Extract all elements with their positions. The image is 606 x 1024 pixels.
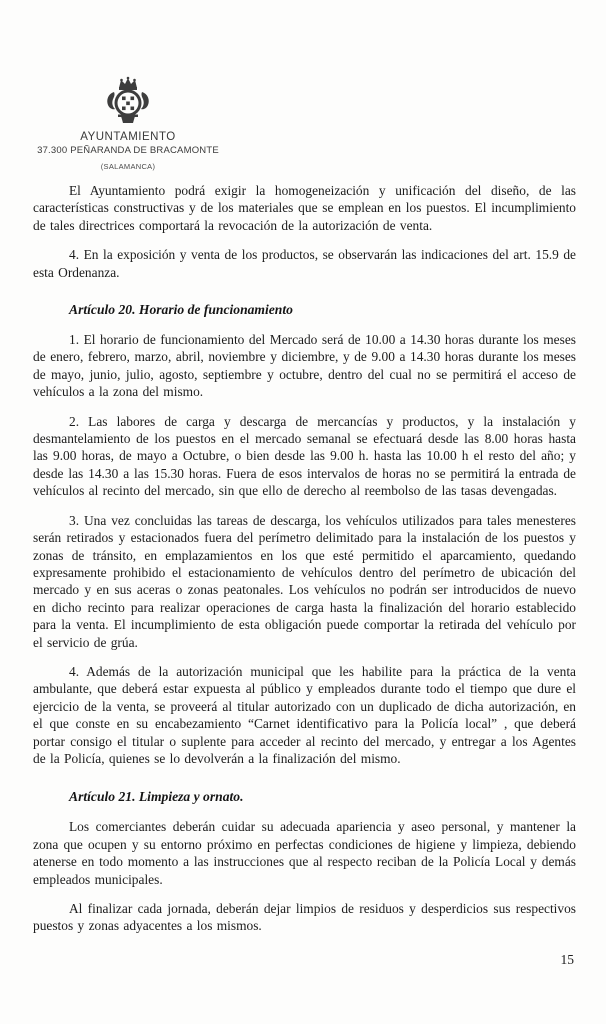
page-number: 15 <box>560 952 574 967</box>
paragraph-20-3-vehicle-parking: 3. Una vez concluidas las tareas de descarga, los vehículos utilizados para tales menesteres serán retirados y estacionados fuera del perímetro delimitado para la instalación de los puestos y zonas de tránsito, en emplazamientos en los que esté permitido el aparcamiento, quedando expresamente prohibido el estacionamiento de vehículos dentro del perímetro de ubicación del mercado y en sus aceras o zonas peatonales. Los vehículos no podrán ser introducidos de nuevo en dicho recinto para realizar operaciones de carga hasta la finalización del horario establecido para la venta. El incumplimiento de esta obligación puede comportar la retirada del vehículo por el servicio de grúa. <box>33 512 576 650</box>
organization-province: (SALAMANCA) <box>100 162 156 171</box>
paragraph-21-1-cleanliness: Los comerciantes deberán cuidar su adecuada apariencia y aseo personal, y mantener la zona que ocupen y su entorno próximo en perfectas condiciones de higiene y limpieza, debiendo atenerse en todo momento a las instrucciones que al respecto reciban de la Policía Local y demás empleados municipales. <box>33 819 576 887</box>
paragraph-20-1-schedule: 1. El horario de funcionamiento del Mercado será de 10.00 a 14.30 horas durante los meses de enero, febrero, marzo, abril, noviembre y diciembre, y de 9.00 a 14.30 horas durante los meses de mayo, junio, julio, agosto, septiembre y octubre, dentro del cual no se permitirá el acceso de vehículos a la zona del mismo. <box>33 332 576 400</box>
document-body <box>33 182 576 947</box>
paragraph-exhibition-sale: 4. En la exposición y venta de los productos, se observarán las indicaciones del art. 15.9 de esta Ordenanza. <box>33 247 576 280</box>
paragraph-20-2-loading-unloading: 2. Las labores de carga y descarga de mercancías y productos, y la instalación y desmantelamiento de los puestos en el mercado semanal se efectuará desde las 8.00 horas hasta las 9.00 horas, de mayo a Octubre, o bien desde las 9.00 h. hasta las 10.00 h el resto del año; y desde las 14.30 a las 15.30 horas. Fuera de esos intervalos de horas no se permitirá la entrada de vehículos al recinto del mercado, sin que ello de derecho al reembolso de las tasas devengadas. <box>33 413 576 499</box>
letterhead <box>18 76 238 171</box>
organization-municipality: 37.300 PEÑARANDA DE BRACAMONTE <box>37 145 219 156</box>
paragraph-20-4-authorization-card: 4. Además de la autorización municipal que les habilite para la práctica de la venta ambulante, que deberá estar expuesta al público y empleados durante todo el tiempo que dure el ejercicio de la venta, se proveerá al titular autorizado con un duplicado de dicha autorización, en el que conste en su encabezamiento “Carnet identificativo para la Policía local” , que deberá portar consigo el titular o suplente para acceder al recinto del mercado, y entregar a los Agentes de la Policía, quienes se lo devolverán a la finalización del mismo. <box>33 663 576 766</box>
coat-of-arms-icon <box>102 76 154 126</box>
heading-articulo-20: Artículo 20. Horario de funcionamiento <box>69 302 293 318</box>
paragraph-21-2-end-of-day: Al finalizar cada jornada, deberán dejar limpios de residuos y desperdicios sus respectivos puestos y zonas adyacentes a los mismos. <box>33 901 576 934</box>
heading-articulo-21: Artículo 21. Limpieza y ornato. <box>69 789 244 805</box>
organization-name: AYUNTAMIENTO <box>80 131 176 143</box>
paragraph-design-requirements: El Ayuntamiento podrá exigir la homogeneización y unificación del diseño, de las características constructivas y de los materiales que se emplean en los puestos. El incumplimiento de tales directrices comportará la revocación de la autorización de venta. <box>33 183 576 233</box>
